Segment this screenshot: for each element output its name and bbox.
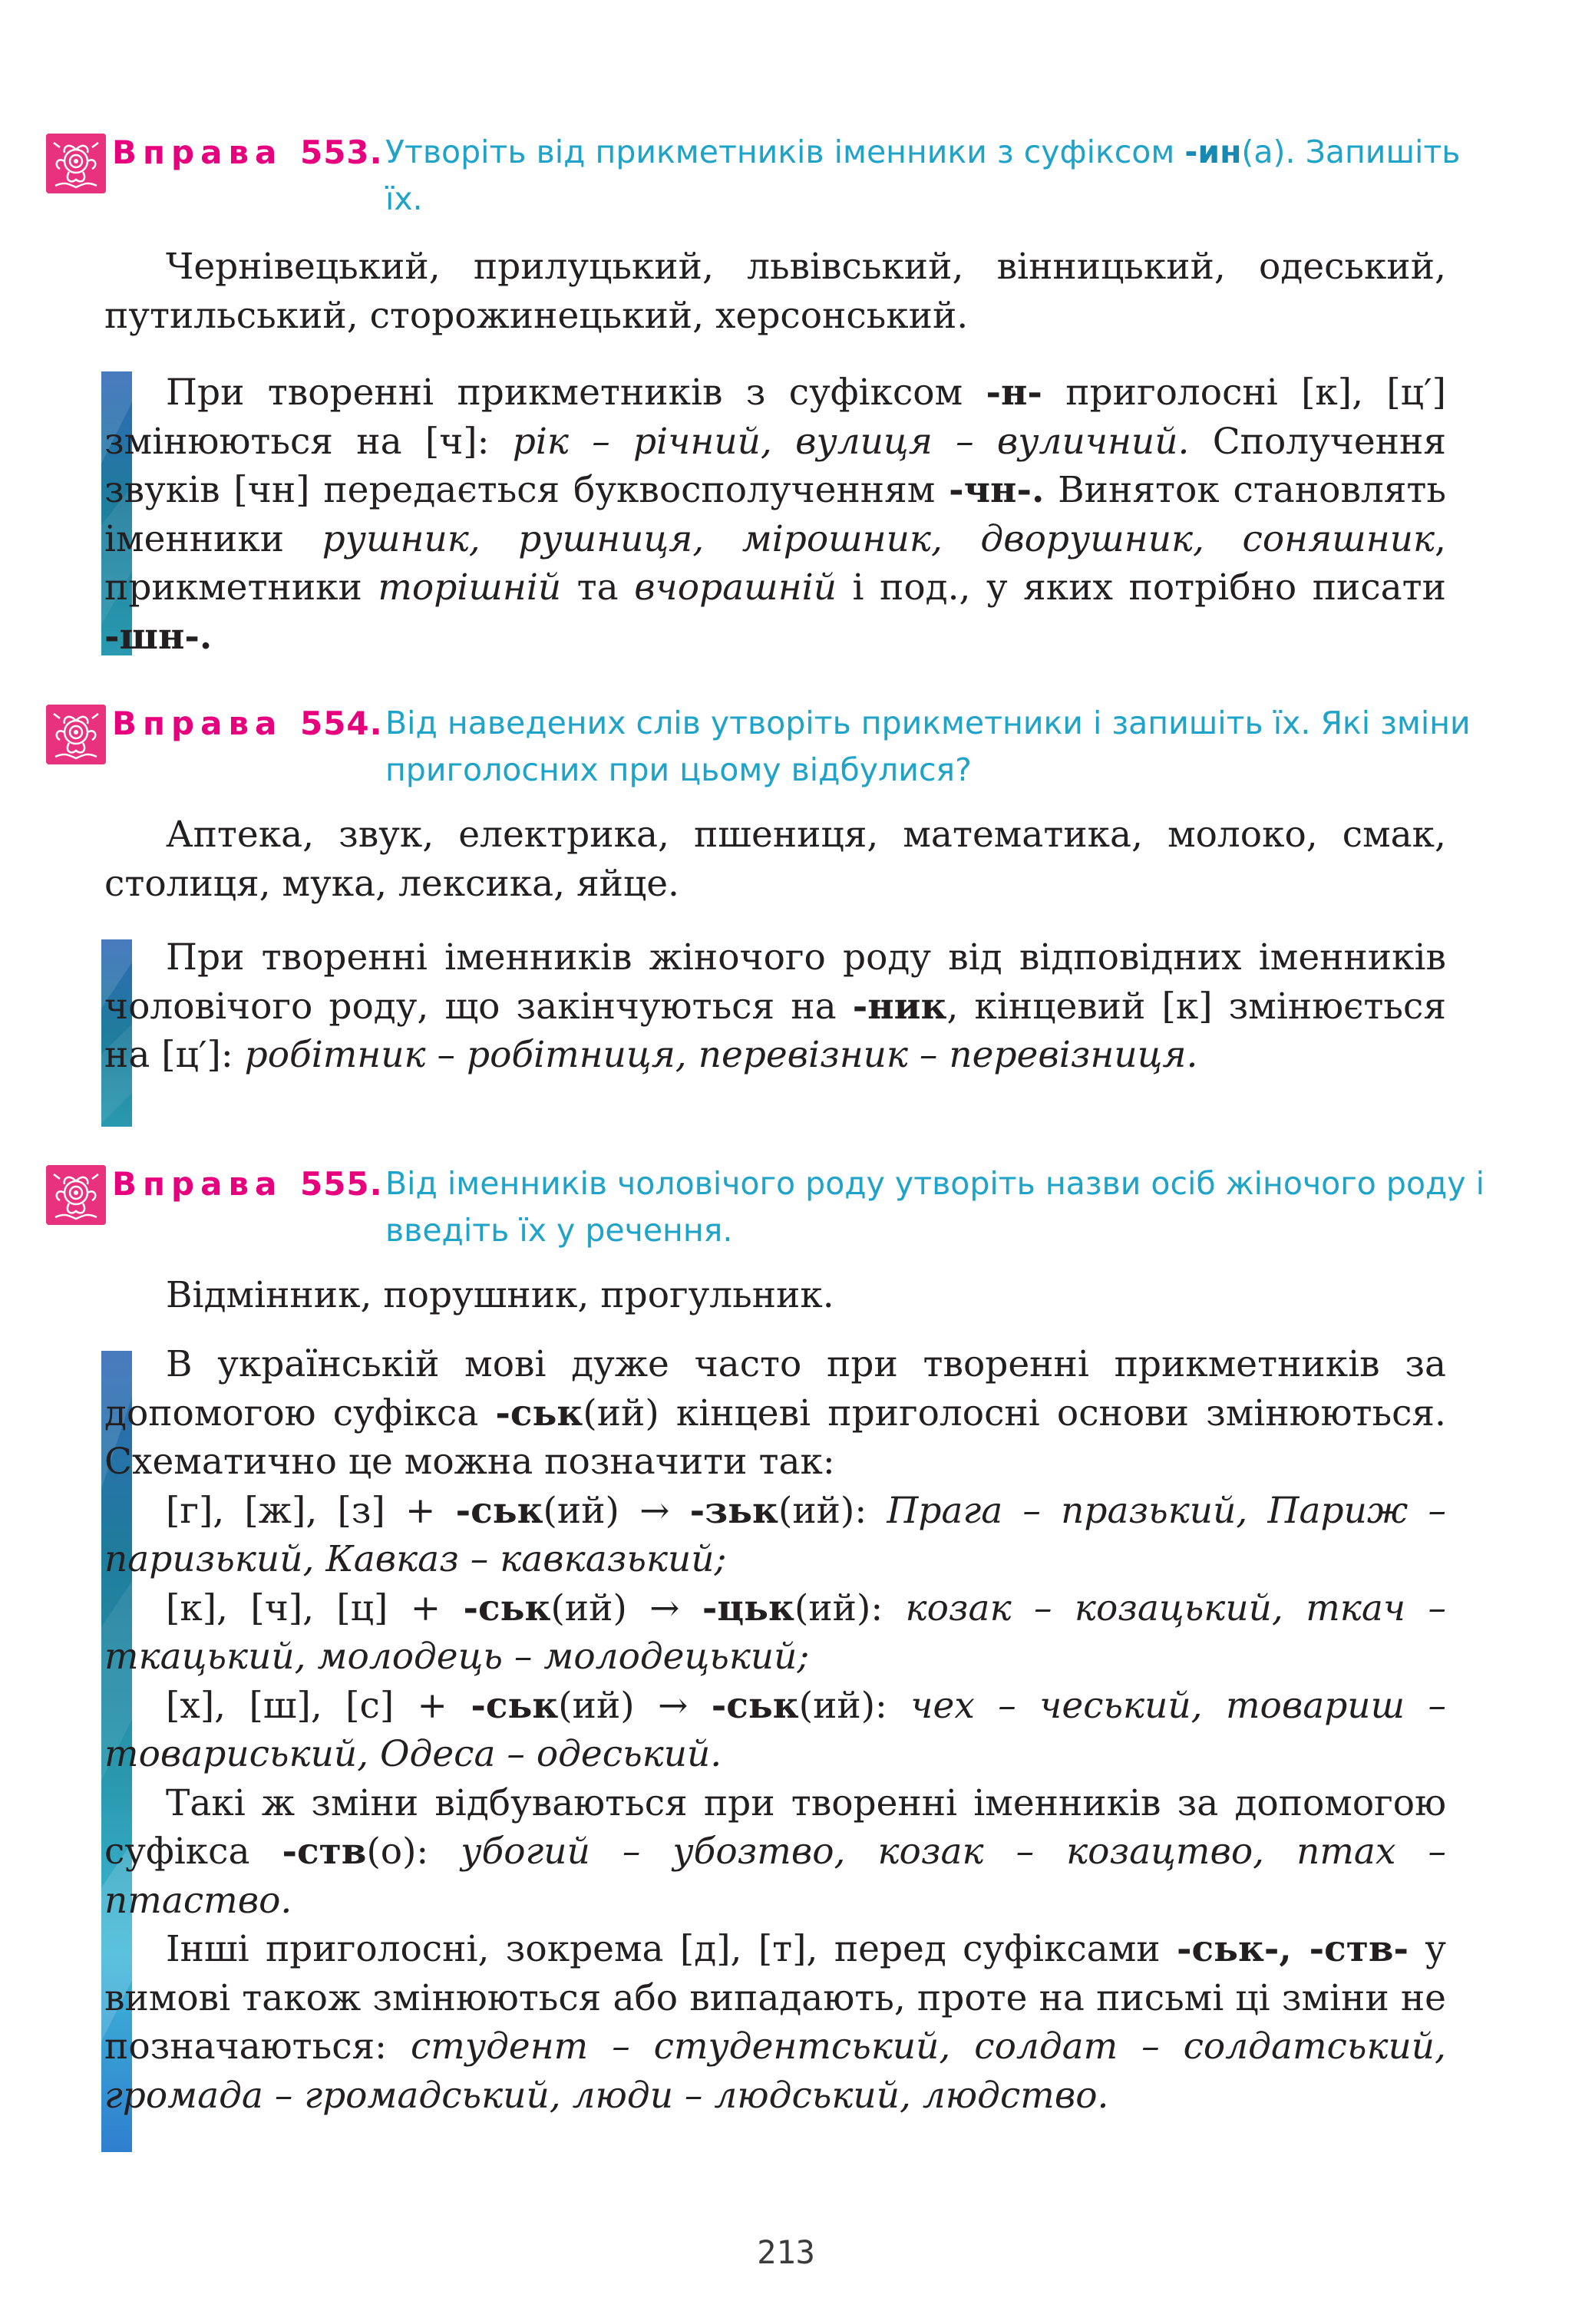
rule-other-consonants: Інші приголосні, зокрема [д], [т], перед суфіксами -ськ-, -ств- у вимові також змінюються або випадають, проте на письмі ці зміни не позначаються: студент – студентський, солдат – солдатський, громада – громадський, люди – людський, людство. bbox=[104, 1928, 1447, 2117]
flower-icon bbox=[46, 1165, 106, 1225]
exercise-553-words: Чернівецький, прилуцький, львівський, вінницький, одеський, путильський, сторожинецький, херсонський. bbox=[104, 246, 1446, 337]
rule-scheme-1: [г], [ж], [з] + -ськ(ий) → -зьк(ий): Прага – празький, Париж – паризький, Кавказ – кавказький; bbox=[104, 1489, 1446, 1580]
exercise-task: Утворіть від прикметників іменники з суфіксом -ин(а). Запишіть їх. bbox=[385, 134, 1461, 217]
exercise-label: Вправа 553. bbox=[112, 134, 383, 171]
exercise-555-words: Відмінник, порушник, прогульник. bbox=[166, 1274, 834, 1316]
rule-suffix-nyk: При творенні іменників жіночого роду від відповідних іменників чоловічого роду, що закінчуються на -ник, кінцевий [к] змінюється на [ц′]: робітник – робітниця, перевізник – перевізниця. bbox=[104, 936, 1446, 1076]
exercise-task: Від іменників чоловічого роду утворіть назви осіб жіночого роду і введіть їх у речення. bbox=[385, 1165, 1485, 1249]
flower-icon bbox=[46, 134, 106, 193]
rule-intro: В українській мові дуже часто при творенні прикметників за допомогою суфікса -ськ(ий) кінцеві приголосні основи змінюються. Схематично це можна позначити так: bbox=[104, 1343, 1446, 1483]
rule-consonant-changes bbox=[104, 1340, 1446, 2120]
exercise-554-words: Аптека, звук, електрика, пшениця, математика, молоко, смак, столиця, мука, лексика, яйце. bbox=[104, 814, 1446, 905]
rule-suffix-stv: Такі ж зміни відбуваються при творенні іменників за допомогою суфікса -ств(о): убогий – убозтво, козак – козацтво, птах – птаство. bbox=[104, 1781, 1446, 1922]
page-number: 213 bbox=[757, 2233, 815, 2271]
rule-suffix-n: При творенні прикметників з суфіксом -н- приголосні [к], [ц′] змінюються на [ч]: рік – річний, вулиця – вуличний. Сполучення звуків [чн] передається буквосполученням -чн-. Виняток становлять іменники рушник, рушниця, мірошник, дворушник, соняшник, прикметники торішній та вчорашній і под., у яких потрібно писати -шн-. bbox=[104, 371, 1447, 658]
exercise-task: Від наведених слів утворіть прикметники і запишіть їх. Які зміни приголосних при цьому відбулися? bbox=[385, 705, 1471, 788]
exercise-label: Вправа 555. bbox=[112, 1165, 383, 1203]
flower-icon bbox=[46, 705, 106, 764]
rule-scheme-3: [х], [ш], [с] + -ськ(ий) → -ськ(ий): чех – чеський, товариш – товариський, Одеса – одеський. bbox=[104, 1684, 1446, 1775]
rule-scheme-2: [к], [ч], [ц] + -ськ(ий) → -цьк(ий): козак – козацький, ткач – ткацький, молодець – молодецький; bbox=[104, 1586, 1446, 1678]
exercise-label: Вправа 554. bbox=[112, 705, 383, 742]
